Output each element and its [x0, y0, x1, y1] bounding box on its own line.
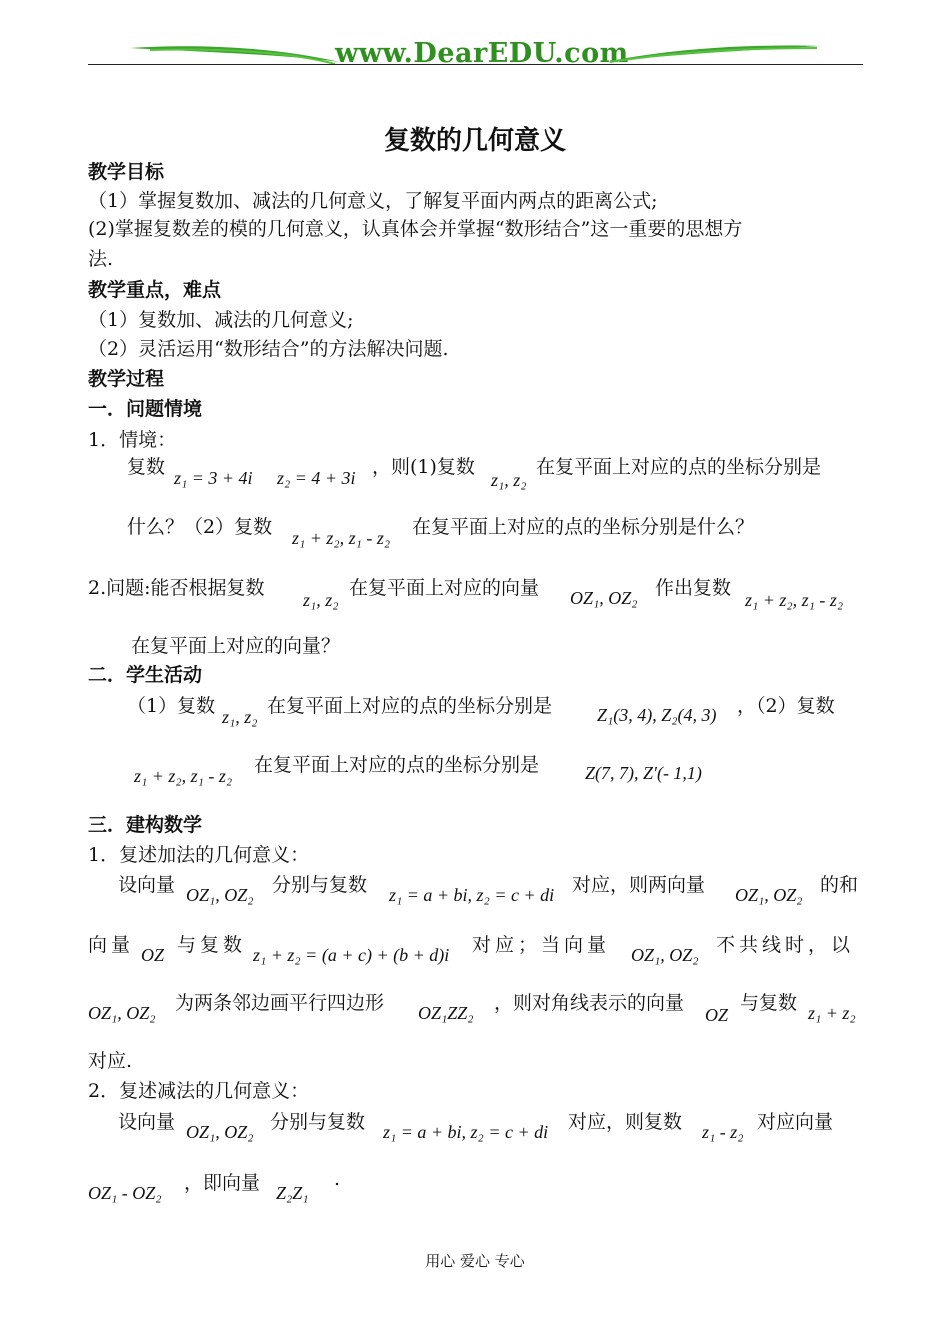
goals-item-2-line-1: (2)掌握复数差的模的几何意义，认真体会并掌握“数形结合”这一重要的思想方	[88, 218, 743, 240]
activity-text-1b: 在复平面上对应的点的坐标分别是	[267, 695, 553, 717]
add-text-3d: 与复数	[740, 992, 798, 1014]
activity-text-1a: （1）复数	[127, 695, 216, 717]
formula-z2-eq: z₂ = 4 + 3i	[277, 468, 356, 488]
add-text-3b: 为两条邻边画平行四边形	[175, 992, 385, 1014]
formula-sum-diff-b: z₁ + z₂, z₁ - z₂	[745, 590, 844, 610]
question-text-2: 在复平面上对应的向量？	[131, 635, 341, 657]
formula-sum-diff-a: z₁ + z₂, z₁ - z₂	[292, 528, 391, 548]
add-text-2c: 对应；当向量	[472, 934, 611, 956]
page-title: 复数的几何意义	[383, 126, 566, 156]
activity-text-1c: ，（2）复数	[737, 695, 835, 717]
formula-z1z2-b: z₁, z₂	[303, 590, 339, 610]
formula-z1z2-a: z₁, z₂	[491, 470, 527, 490]
question-text-1b: 在复平面上对应的向量	[349, 577, 540, 599]
formula-sum-diff-c: z₁ + z₂, z₁ - z₂	[134, 766, 233, 786]
key-item-1: （1）复数加、减法的几何意义;	[88, 309, 354, 331]
formula-oz1oz2-d: OZ₁, OZ₂	[631, 945, 699, 965]
site-logo: www.DearEDU.com	[335, 38, 629, 69]
add-text-1a: 设向量	[118, 874, 176, 896]
add-text-1d: 的和	[820, 874, 859, 896]
header-divider	[88, 64, 863, 65]
situation-text-1c: 在复平面上对应的点的坐标分别是	[536, 456, 822, 478]
formula-oz-diff: OZ₁ - OZ₂	[88, 1183, 162, 1203]
activity-text-2b: 在复平面上对应的点的坐标分别是	[254, 754, 540, 776]
key-heading: 教学重点，难点	[88, 279, 222, 301]
sub-label: 2．复述减法的几何意义：	[88, 1080, 310, 1102]
sub-text-1c: 对应，则复数	[568, 1111, 683, 1133]
sub-text-2b: ，即向量	[184, 1172, 261, 1194]
add-label: 1．复述加法的几何意义：	[88, 844, 310, 866]
part1-heading: 一．问题情境	[88, 398, 203, 420]
situation-text-1a: 复数	[127, 456, 166, 478]
formula-z1z2-c: z₁, z₂	[222, 707, 258, 727]
right-swoosh-icon	[605, 40, 820, 70]
goals-item-2-line-2: 法.	[88, 248, 114, 270]
formula-oz1oz2-f: OZ₁, OZ₂	[186, 1122, 254, 1142]
formula-z-def-b: z₁ = a + bi, z₂ = c + di	[383, 1122, 549, 1142]
key-item-2: （2）灵活运用“数形结合”的方法解决问题.	[88, 338, 449, 360]
left-swoosh-icon	[130, 40, 340, 70]
formula-z2z1: Z₂Z₁	[276, 1183, 309, 1203]
sub-text-1d: 对应向量	[757, 1111, 834, 1133]
goals-heading: 教学目标	[88, 161, 165, 183]
page-footer: 用心 爱心 专心	[425, 1252, 525, 1270]
formula-z-sum: z₁ + z₂ = (a + c) + (b + d)i	[253, 945, 450, 965]
formula-z1-plus-z2: z₁ + z₂	[808, 1003, 856, 1023]
situation-text-2b: 在复平面上对应的点的坐标分别是什么？	[412, 516, 755, 538]
situation-label: 1．情境：	[88, 429, 177, 451]
part3-heading: 三．建构数学	[88, 814, 203, 836]
formula-z1-minus-z2: z₁ - z₂	[702, 1122, 744, 1142]
sub-text-2c: .	[334, 1168, 341, 1190]
add-text-2a: 向量	[88, 934, 135, 956]
formula-z-def-a: z₁ = a + bi, z₂ = c + di	[389, 885, 555, 905]
sub-text-1a: 设向量	[118, 1111, 176, 1133]
formula-z1-eq: z₁ = 3 + 4i	[174, 468, 253, 488]
formula-oz-b: OZ	[705, 1005, 729, 1025]
situation-text-1b: ，则(1)复数	[372, 456, 475, 478]
goals-item-1: （1）掌握复数加、减法的几何意义，了解复平面内两点的距离公式;	[88, 190, 658, 212]
process-heading: 教学过程	[88, 368, 165, 390]
question-text-1c: 作出复数	[655, 577, 732, 599]
formula-oz1oz2-e: OZ₁, OZ₂	[88, 1003, 156, 1023]
situation-text-2a: 什么？（2）复数	[127, 516, 273, 538]
formula-parallelogram: OZ₁ZZ₂	[418, 1003, 474, 1023]
formula-points-b: Z(7, 7), Z′(- 1,1)	[585, 763, 702, 783]
formula-oz-a: OZ	[141, 945, 165, 965]
add-text-3c: ，则对角线表示的向量	[494, 992, 685, 1014]
add-text-2d: 不共线时，以	[716, 934, 855, 956]
add-text-1b: 分别与复数	[272, 874, 368, 896]
add-text-2b: 与复数	[177, 934, 247, 956]
part2-heading: 二．学生活动	[88, 664, 203, 686]
question-text-1a: 2.问题:能否根据复数	[88, 577, 265, 599]
formula-oz1oz2-c: OZ₁, OZ₂	[735, 885, 803, 905]
add-text-1c: 对应，则两向量	[572, 874, 706, 896]
formula-oz1oz2-a: OZ₁, OZ₂	[570, 588, 638, 608]
formula-oz1oz2-b: OZ₁, OZ₂	[186, 885, 254, 905]
add-text-4: 对应.	[88, 1050, 133, 1072]
sub-text-1b: 分别与复数	[270, 1111, 366, 1133]
formula-points-a: Z₁(3, 4), Z₂(4, 3)	[597, 705, 717, 725]
